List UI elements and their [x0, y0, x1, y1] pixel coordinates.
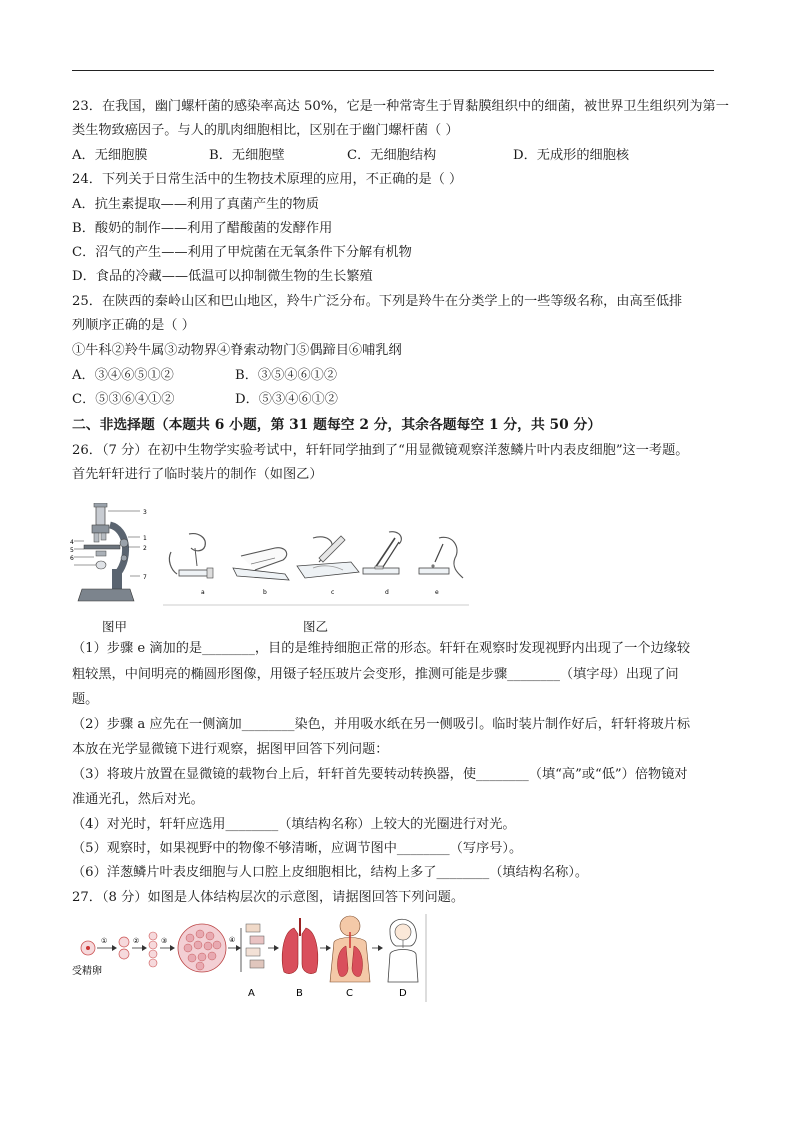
microscope-figure: [70, 503, 152, 608]
q23-options: [72, 147, 629, 165]
q24-stem: 24．下列关于日常生活中的生物技术原理的应用，不正确的是（ ）: [72, 172, 463, 187]
section-heading: 二、非选择题（本题共 6 小题，第 31 题每空 2 分，其余各题每空 1 分，共 50 分）: [72, 417, 602, 433]
microscope-label-6: 6: [70, 555, 74, 562]
microscope-label-7: 7: [143, 574, 147, 581]
microscope-label-3: 3: [143, 509, 147, 516]
q26-part3-line2: 准通光孔，然后对光。: [72, 792, 204, 807]
process-label-1: ①: [101, 937, 108, 945]
q23-option-a: A．无细胞膜: [72, 148, 148, 163]
q23-option-c: C．无细胞结构: [347, 148, 437, 163]
microscope-label-4: 4: [70, 539, 74, 546]
process-label-2: ②: [133, 937, 140, 945]
q25-option-b: B．③⑤④⑥①②: [235, 368, 338, 383]
lungs-illustration: [282, 918, 318, 974]
q23-stem-line1: 23．在我国，幽门螺杆菌的感染率高达 50%，它是一种常寄生于胃黏膜组织中的细菌，被世界卫生组织列为第一: [72, 99, 729, 114]
q24-option-a: A．抗生素提取——利用了真菌产生的物质: [72, 197, 319, 212]
process-label-4: ④: [229, 936, 236, 944]
q26-part1-line1: （1）步骤 e 滴加的是________，目的是维持细胞正常的形态。轩轩在观察时发现视野内出现了一个边缘较: [72, 641, 691, 656]
microscope-label-1: 1: [143, 535, 147, 542]
q24-option-c: C．沼气的产生——利用了甲烷菌在无氧条件下分解有机物: [72, 245, 412, 260]
step-label-c: c: [331, 589, 335, 596]
step-e-illustration: [419, 537, 463, 578]
step-label-e: e: [435, 589, 439, 596]
step-label-b: b: [263, 589, 267, 596]
q26-part2-line1: （2）步骤 a 应先在一侧滴加________染色，并用吸水纸在另一侧吸引。临时装片制作好后，轩轩将玻片标: [72, 717, 691, 732]
q27-stem: 27．（8 分）如图是人体结构层次的示意图，请据图回答下列问题。: [72, 890, 465, 905]
q23-option-d: D．无成形的细胞核: [513, 148, 630, 163]
q25-option-c: C．⑤③⑥④①②: [72, 392, 175, 407]
step-label-d: d: [385, 589, 389, 596]
q26-part2-line2: 本放在光学显微镜下进行观察，据图甲回答下列问题：: [72, 742, 389, 757]
header-rule: [72, 70, 714, 71]
q26-part5: （5）观察时，如果视野中的物像不够清晰，应调节图中________（写序号）。: [72, 841, 523, 856]
stage-label-d: D: [399, 988, 407, 999]
q25-option-a: A．③④⑥⑤①②: [72, 368, 174, 383]
stage-label-c: C: [346, 988, 353, 999]
q25-option-d: D．⑤③④⑥①②: [235, 392, 338, 407]
q24-option-b: B．酸奶的制作——利用了醋酸菌的发酵作用: [72, 221, 333, 236]
q26-stem-line1: 26．（7 分）在初中生物学实验考试中，轩轩同学抽到了“用显微镜观察洋葱鳞片叶内表皮细胞”这一考题。: [72, 443, 689, 458]
q25-stem-line1: 25．在陕西的秦岭山区和巴山地区，羚牛广泛分布。下列是羚牛在分类学上的一些等级名称，由高至低排: [72, 294, 683, 309]
q25-rank-list: ①牛科②羚牛属③动物界④脊索动物门⑤偶蹄目⑥哺乳纲: [72, 343, 402, 358]
q25-options-row2: [72, 391, 338, 409]
step-d-illustration: [363, 532, 401, 574]
person-illustration: [388, 919, 418, 982]
step-b-illustration: [233, 548, 289, 580]
q26-part3-line1: （3）将玻片放置在显微镜的载物台上后，轩轩首先要转动转换器，使________（填“高”或“低”）倍物镜对: [72, 767, 688, 782]
tissues-illustration: [246, 924, 264, 968]
figure-a-caption: 图甲: [102, 619, 128, 634]
figure-b-caption: 图乙: [303, 619, 329, 634]
human-body-levels-figure: [70, 912, 430, 1004]
microscope-label-2: 2: [143, 545, 147, 552]
q23-stem-line2: 类生物致癌因子。与人的肌肉细胞相比，区别在于幽门螺杆菌（ ）: [72, 123, 459, 138]
slide-steps-figure: [163, 528, 469, 606]
step-c-illustration: [297, 536, 359, 578]
q26-part6: （6）洋葱鳞片叶表皮细胞与人口腔上皮细胞相比，结构上多了________（填结构名称）。: [72, 865, 589, 880]
step-label-a: a: [201, 589, 205, 596]
step-a-illustration: [169, 534, 213, 578]
microscope-label-5: 5: [70, 547, 74, 554]
process-label-3: ③: [161, 937, 168, 945]
stage-label-b: B: [296, 988, 303, 999]
fertilized-egg-label: 受精卵: [72, 966, 102, 977]
respiratory-system-illustration: [330, 916, 370, 982]
q26-stem-line2: 首先轩轩进行了临时装片的制作（如图乙）: [72, 467, 323, 482]
q24-option-d: D．食品的冷藏——低温可以抑制微生物的生长繁殖: [72, 269, 373, 284]
q26-part1-line2: 粗较黑，中间明亮的椭圆形图像，用镊子轻压玻片会变形，推测可能是步骤________（填字母）出现了问: [72, 667, 679, 682]
q23-option-b: B．无细胞壁: [209, 148, 285, 163]
q25-stem-line2: 列顺序正确的是（ ）: [72, 318, 195, 333]
q26-part4: （4）对光时，轩轩应选用________（填结构名称）上较大的光圈进行对光。: [72, 817, 516, 832]
q25-options-row1: [72, 367, 337, 385]
stage-label-a: A: [248, 988, 255, 999]
q26-part1-line3: 题。: [72, 692, 99, 707]
